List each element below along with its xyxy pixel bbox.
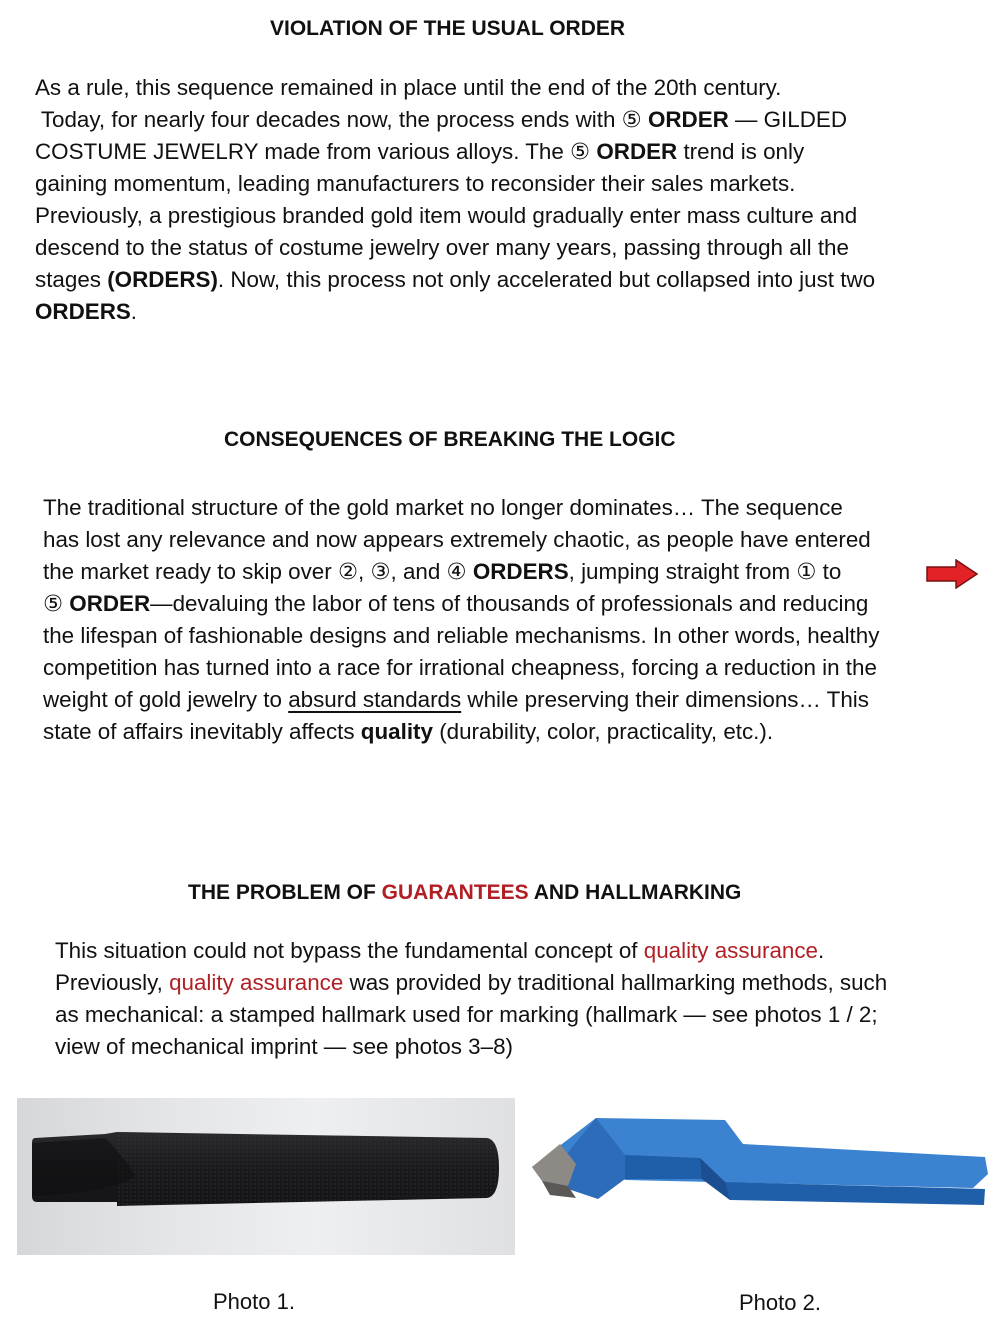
text-run: The traditional structure of the gold market no longer dominates… The sequence xyxy=(43,495,843,520)
bold-text: ORDER xyxy=(647,107,729,132)
heading-part: THE PROBLEM OF xyxy=(188,881,382,904)
bold-text: ORDERS xyxy=(35,299,131,324)
text-run: Today, for nearly four decades now, the process ends with ⑤ xyxy=(35,107,648,132)
text-run: has lost any relevance and now appears extremely chaotic, as people have entered xyxy=(43,527,871,552)
text-run: competition has turned into a race for irrational cheapness, forcing a reduction in the xyxy=(43,655,877,680)
text-run: stages xyxy=(35,267,108,292)
text-run: while preserving their dimensions… This xyxy=(461,687,869,712)
text-run: ⑤ xyxy=(43,591,70,616)
text-line xyxy=(55,935,887,967)
text-line xyxy=(55,999,887,1031)
text-run: descend to the status of costume jewelry over many years, passing through all the xyxy=(35,235,849,260)
text-run: weight of gold jewelry to xyxy=(43,687,289,712)
heading-part: AND HALLMARKING xyxy=(528,881,742,904)
text-line xyxy=(43,652,879,684)
text-run: as mechanical: a stamped hallmark used for marking (hallmark — see photos 1 / 2; xyxy=(55,1002,878,1027)
heading-guarantees: GUARANTEES xyxy=(381,881,529,904)
text-line xyxy=(35,264,875,296)
text-line xyxy=(43,588,879,620)
text-line xyxy=(35,136,875,168)
text-line xyxy=(35,296,875,328)
text-run: . Now, this process not only accelerated but collapsed into just two xyxy=(217,267,876,292)
right-arrow-icon xyxy=(926,559,978,589)
section3-paragraph xyxy=(55,935,887,1063)
section3-heading xyxy=(188,881,741,905)
text-run: trend is only xyxy=(677,139,805,164)
text-line xyxy=(35,232,875,264)
text-line xyxy=(35,200,875,232)
text-run: the market ready to skip over ②, ③, and ④ xyxy=(43,559,473,584)
highlighted-text: quality assurance xyxy=(643,938,818,963)
photo-2-engraving-cutter xyxy=(520,1088,1005,1258)
text-run: — GILDED xyxy=(728,107,848,132)
text-run: , jumping straight from ① to xyxy=(568,559,842,584)
section1-paragraph xyxy=(35,72,875,328)
text-run: —devaluing the labor of tens of thousands of professionals and reducing xyxy=(150,591,869,616)
text-line xyxy=(43,620,879,652)
text-run: . xyxy=(818,938,825,963)
text-run: was provided by traditional hallmarking methods, such xyxy=(343,970,888,995)
punch-illustration xyxy=(17,1098,515,1255)
text-line xyxy=(35,104,875,136)
text-run: This situation could not bypass the fundamental concept of xyxy=(55,938,644,963)
text-run: (durability, color, practicality, etc.). xyxy=(432,719,774,744)
bold-text: ORDERS xyxy=(472,559,569,584)
text-run: . xyxy=(130,299,138,324)
photo-1-caption: Photo 1. xyxy=(213,1289,295,1314)
section2-heading: CONSEQUENCES OF BREAKING THE LOGIC xyxy=(224,428,676,451)
bold-text: ORDER xyxy=(596,139,678,164)
text-line xyxy=(43,492,879,524)
text-line xyxy=(55,967,887,999)
text-line xyxy=(35,72,875,104)
text-run: state of affairs inevitably affects xyxy=(43,719,361,744)
highlighted-text: quality assurance xyxy=(169,970,344,995)
text-run: COSTUME JEWELRY made from various alloys. The ⑤ xyxy=(35,139,597,164)
photo-2-caption: Photo 2. xyxy=(739,1290,821,1315)
text-run: view of mechanical imprint — see photos 3–8) xyxy=(55,1034,513,1059)
text-run: gaining momentum, leading manufacturers to reconsider their sales markets. xyxy=(35,171,796,196)
underlined-text: absurd standards xyxy=(288,687,462,712)
bold-text: (ORDERS) xyxy=(107,267,218,292)
cutter-illustration xyxy=(520,1088,1005,1258)
bold-text: ORDER xyxy=(69,591,151,616)
text-run: As a rule, this sequence remained in place until the end of the 20th century. xyxy=(35,75,782,100)
text-line xyxy=(35,168,875,200)
text-run: Previously, a prestigious branded gold item would gradually enter mass culture and xyxy=(35,203,858,228)
text-line xyxy=(43,556,879,588)
text-run: Previously, xyxy=(55,970,170,995)
text-run: the lifespan of fashionable designs and reliable mechanisms. In other words, healthy xyxy=(43,623,880,648)
text-line xyxy=(55,1031,887,1063)
bold-text: quality xyxy=(360,719,433,744)
section2-paragraph xyxy=(43,492,879,748)
text-line xyxy=(43,524,879,556)
text-line xyxy=(43,684,879,716)
photo-1-hallmark-punch xyxy=(17,1098,515,1255)
section1-heading: VIOLATION OF THE USUAL ORDER xyxy=(270,17,626,40)
text-line xyxy=(43,716,879,748)
